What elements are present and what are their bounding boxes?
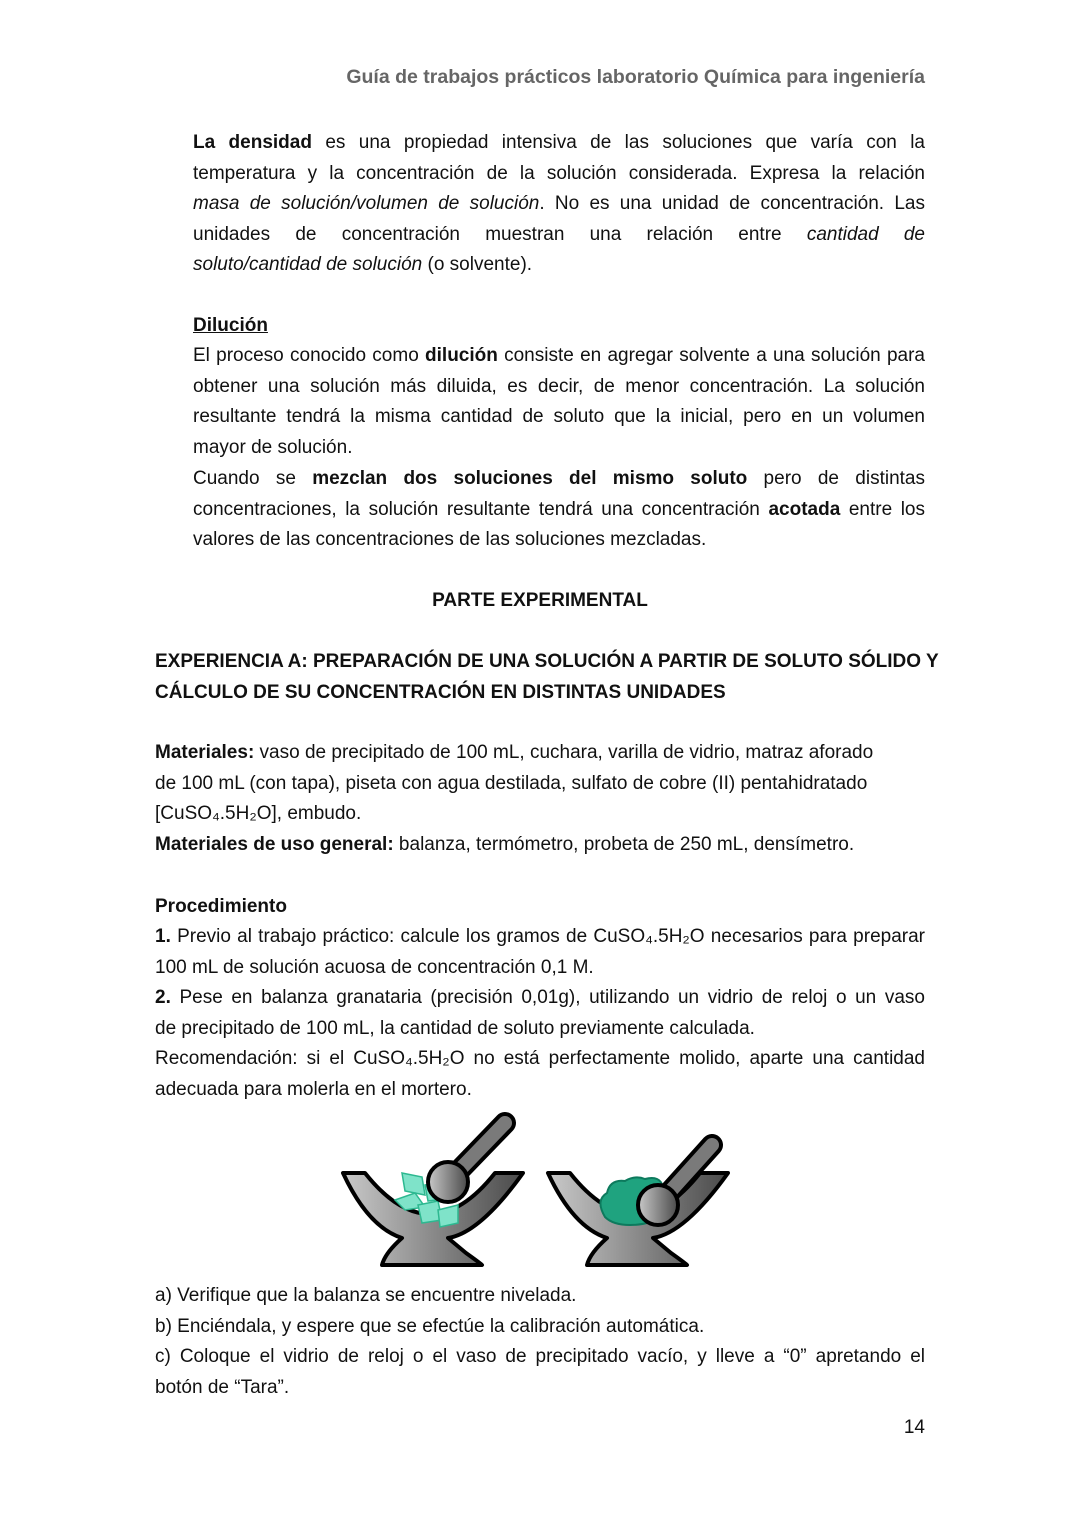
text-run: unidades de concentración muestran una relación entre [193,223,807,245]
mortar-and-pestle-icon [330,1105,740,1275]
text-run: botón de “Tara”. [155,1376,290,1398]
materials-paragraph [155,738,925,860]
text-line [193,250,925,281]
procedure-heading [155,892,925,923]
text-run: Dilución [193,315,268,336]
text-line [193,159,925,190]
text-line [155,647,939,678]
text-run: 2. [155,987,171,1008]
density-paragraph [193,128,925,281]
text-run: pero de distintas [747,468,925,489]
text-run: balanza, termómetro, probeta de 250 mL, densímetro. [393,833,855,855]
text-line [155,769,925,800]
text-line [155,799,925,830]
recommendation [155,1044,925,1105]
text-line [155,738,925,769]
text-run: Recomendación: si el CuSO₄.5H₂O no está perfectamente molido, aparte una cantidad [155,1048,925,1069]
text-run: CÁLCULO DE SU CONCENTRACIÓN EN DISTINTAS UNIDADES [155,681,726,703]
text-run: b) Enciéndala, y espere que se efectúe la calibración automática. [155,1315,705,1337]
text-run: mayor de solución. [193,436,353,458]
text-line [155,830,925,861]
text-line [155,1281,925,1312]
text-run: concentraciones, la solución resultante tendrá una concentración [193,498,769,520]
sub-steps-a-b [155,1281,925,1342]
text-line [193,495,925,526]
mortar-powder [548,1145,728,1265]
text-run: Pese en balanza granataria (precisión 0,01g), utilizando un vidrio de reloj o un vaso [170,987,925,1008]
text-run: 1. [155,926,171,947]
text-line [193,128,925,159]
text-run: entre los [840,498,926,520]
text-run: resultante tendrá la misma cantidad de soluto que la inicial, pero en un volumen [193,406,925,428]
mortar-crystals [343,1123,523,1265]
text-run: dilución [425,345,498,366]
text-run: La densidad [193,132,312,153]
text-run: Previo al trabajo práctico: calcule los gramos de CuSO₄.5H₂O necesarios para preparar [170,926,925,947]
text-line [193,220,925,251]
text-line [155,922,925,953]
text-line [155,1014,925,1045]
text-line [155,1075,925,1106]
text-run: acotada [768,498,841,520]
experience-a-title [155,647,939,708]
text-run: . No es una unidad de concentración. Las [539,193,925,215]
section-title [155,586,925,617]
text-line [155,1373,925,1404]
text-run: valores de las concentraciones de las soluciones mezcladas. [193,529,707,551]
text-run: 100 mL de solución acuosa de concentración 0,1 M. [155,956,594,978]
text-run: consiste en agregar solvente a una solución para [497,345,925,366]
dilution-paragraph [193,341,925,463]
text-run: cantidad de [806,223,925,245]
text-line [193,464,925,495]
text-line [193,372,925,403]
text-run: PARTE EXPERIMENTAL [432,590,648,611]
text-run: soluto/cantidad de solución [193,254,423,276]
text-run: a) Verifique que la balanza se encuentre nivelada. [155,1285,577,1306]
text-run: vaso de precipitado de 100 mL, cuchara, varilla de vidrio, matraz aforado [254,742,874,763]
text-run: masa de solución/volumen de solución [193,193,540,215]
text-run: temperatura y la concentración de la solución considerada. Expresa la relación [193,162,925,184]
text-line [155,1342,925,1373]
dilution-heading [193,311,925,342]
text-line [193,402,925,433]
text-run: [CuSO₄.5H₂O], embudo. [155,803,362,825]
mixing-paragraph [193,464,925,556]
text-line [155,983,925,1014]
text-line [155,1312,925,1343]
text-line [155,586,925,617]
text-line [155,678,925,709]
sub-step-c [155,1342,925,1403]
text-line [155,892,925,923]
text-run: Procedimiento [155,896,287,917]
text-run: Materiales: [155,742,255,763]
text-line [193,341,925,372]
text-run: c) Coloque el vidrio de reloj o el vaso de precipitado vacío, y lleve a “0” apretando el [155,1346,925,1367]
text-run: (o solvente). [422,254,533,276]
text-line [155,953,925,984]
text-run: mezclan dos soluciones del mismo soluto [312,468,748,489]
text-run: es una propiedad intensiva de las soluciones que varía con la [311,132,926,153]
text-line [193,311,925,342]
text-run: de precipitado de 100 mL, la cantidad de soluto previamente calculada. [155,1017,755,1039]
text-run: de 100 mL (con tapa), piseta con agua destilada, sulfato de cobre (II) pentahidratado [155,772,868,794]
text-run: EXPERIENCIA A: PREPARACIÓN DE UNA SOLUCIÓN A PARTIR DE SOLUTO SÓLIDO Y [155,651,939,672]
text-run: Materiales de uso general: [155,833,394,855]
running-header: Guía de trabajos prácticos laboratorio Química para ingeniería [346,66,925,88]
text-run: adecuada para molerla en el mortero. [155,1078,472,1100]
text-line [193,433,925,464]
text-run: El proceso conocido como [193,345,426,366]
step-2 [155,983,925,1044]
text-line [155,1044,925,1075]
text-line [193,189,925,220]
step-1 [155,922,925,983]
text-run: Cuando se [193,468,313,489]
text-run: obtener una solución más diluida, es decir, de menor concentración. La solución [193,375,925,397]
text-line [193,525,925,556]
page-number: 14 [903,1417,925,1438]
